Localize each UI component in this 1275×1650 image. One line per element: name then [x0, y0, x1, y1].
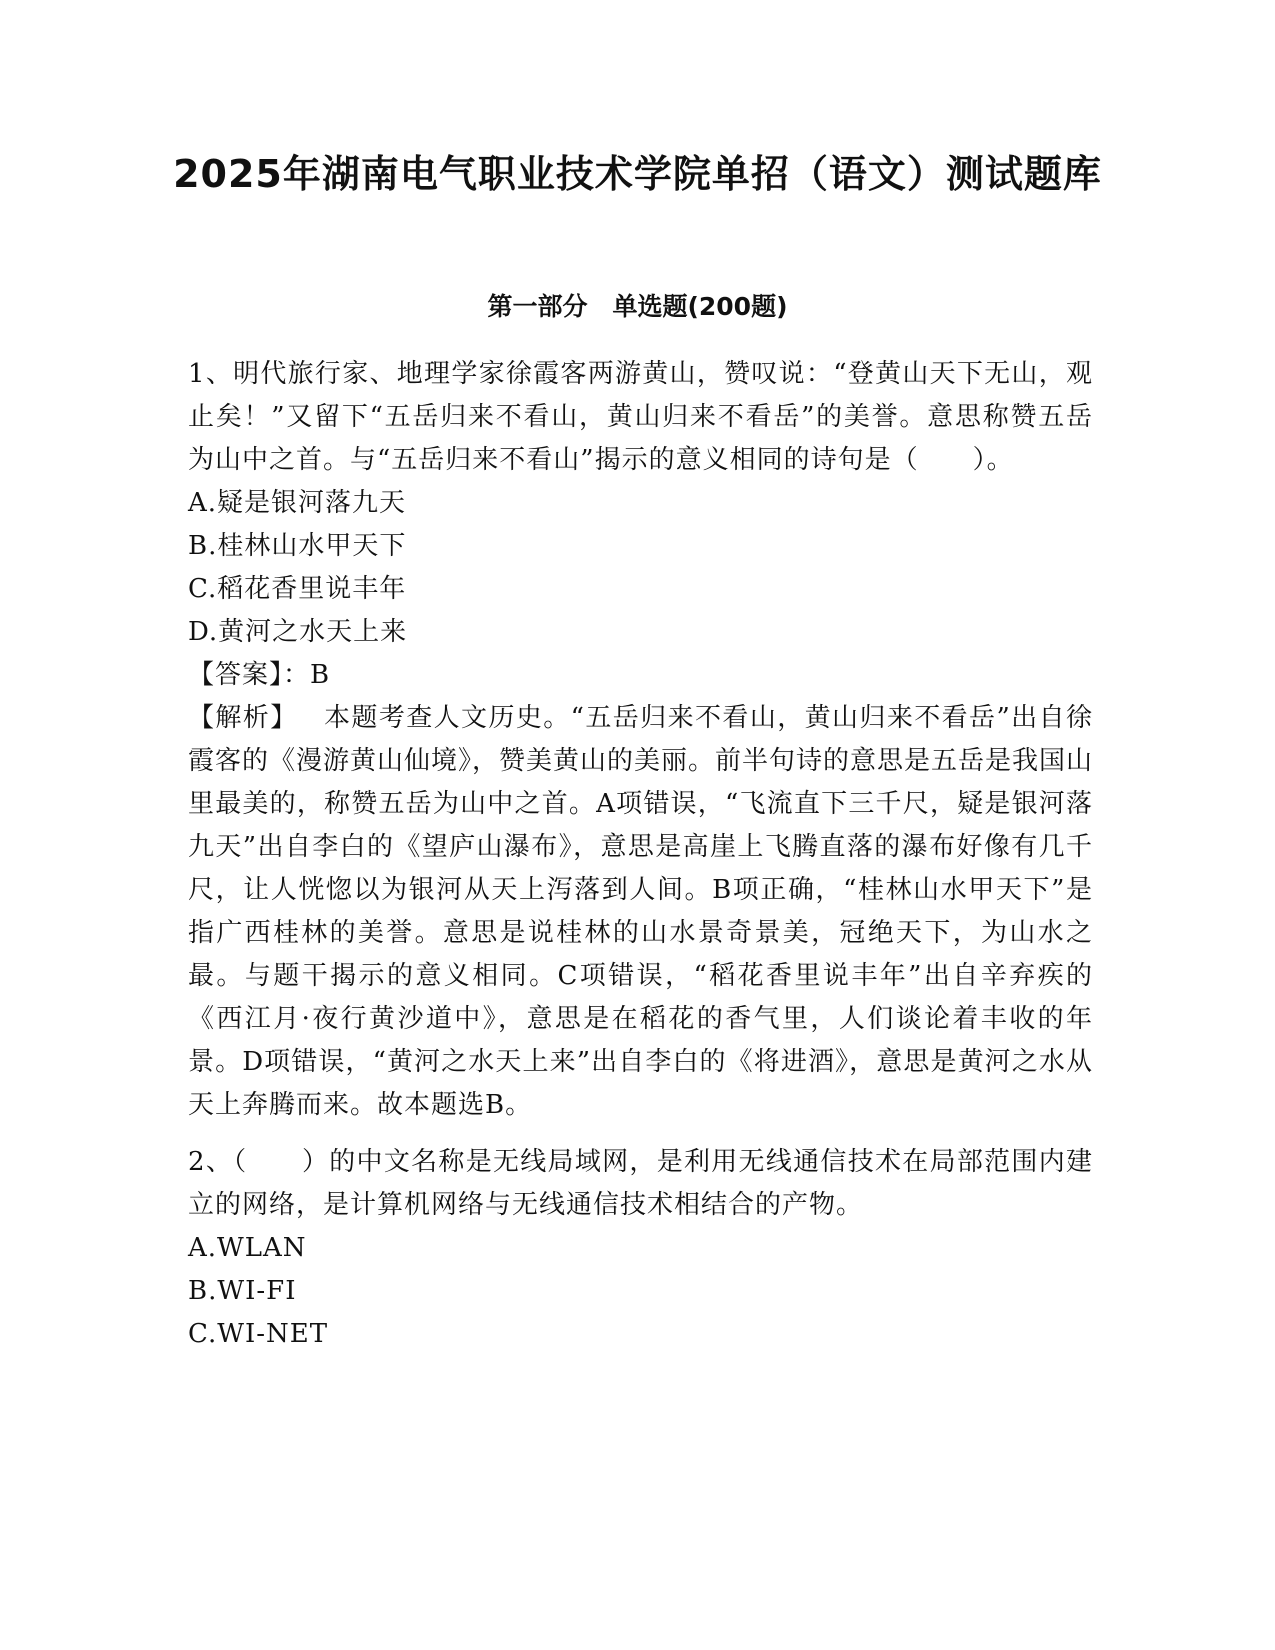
option-a: A.疑是银河落九天	[188, 488, 407, 518]
analysis-row	[188, 697, 1093, 1127]
analysis-label: 【解析】	[188, 703, 298, 733]
option-a: A.WLAN	[188, 1233, 307, 1263]
option-c: C.稻花香里说丰年	[188, 574, 407, 604]
question-2	[188, 1141, 1093, 1356]
document-body	[188, 353, 1093, 1356]
question-1	[188, 353, 1093, 1127]
option-b: B.桂林山水甲天下	[188, 531, 407, 561]
analysis-text: 本题考查人文历史。“五岳归来不看山，黄山归来不看岳”出自徐霞客的《漫游黄山仙境》，赞美黄山的美丽。前半句诗的意思是五岳是我国山里最美的，称赞五岳为山中之首。A项错误，“飞流直下三千尺，疑是银河落九天”出自李白的《望庐山瀑布》，意思是高崖上飞腾直落的瀑布好像有几千尺，让人恍惚以为银河从天上泻落到人间。B项正确，“桂林山水甲天下”是指广西桂林的美誉。意思是说桂林的山水景奇景美，冠绝天下，为山水之最。与题干揭示的意义相同。C项错误，“稻花香里说丰年”出自辛弃疾的《西江月·夜行黄沙道中》，意思是在稻花的香气里，人们谈论着丰收的年景。D项错误，“黄河之水天上来”出自李白的《将进酒》，意思是黄河之水从天上奔腾而来。故本题选B。	[188, 703, 1094, 1120]
option-b: B.WI-FI	[188, 1276, 297, 1306]
question-stem: 1、明代旅行家、地理学家徐霞客两游黄山，赞叹说：“登黄山天下无山，观止矣！”又留下“五岳归来不看山，黄山归来不看岳”的美誉。意思称赞五岳为山中之首。与“五岳归来不看山”揭示的意义相同的诗句是（ ）。	[188, 359, 1093, 475]
answer-value: B	[310, 660, 331, 690]
answer-label: 【答案】：	[188, 660, 311, 690]
document-title: 2025年湖南电气职业技术学院单招（语文）测试题库	[173, 152, 1102, 196]
option-d: D.黄河之水天上来	[188, 617, 408, 647]
section-title: 第一部分 单选题(200题)	[487, 292, 788, 321]
option-c: C.WI-NET	[188, 1319, 329, 1349]
question-stem: 2、（ ）的中文名称是无线局域网，是利用无线通信技术在局部范围内建立的网络，是计算机网络与无线通信技术相结合的产物。	[188, 1147, 1093, 1220]
answer-row	[188, 654, 1093, 697]
